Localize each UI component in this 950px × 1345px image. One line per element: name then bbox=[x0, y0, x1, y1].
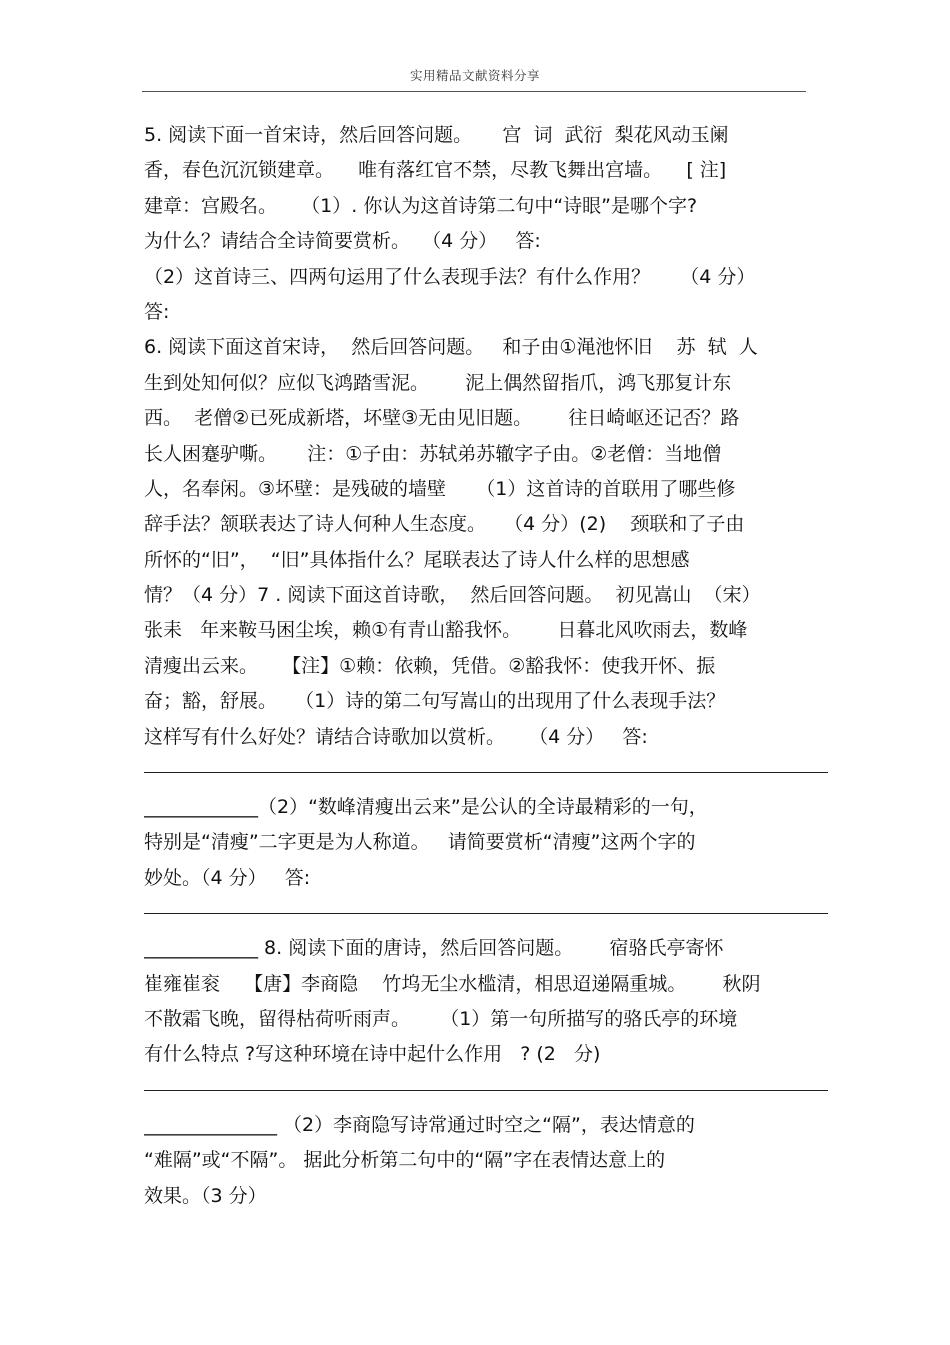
text-line: 5. 阅读下面一首宋诗，然后回答问题。 宫 词 武衍 梨花风动玉阑 bbox=[144, 124, 729, 146]
page-header-title: 实用精品文献资料分享 bbox=[409, 68, 540, 83]
text-line: 妙处。（4 分） 答: bbox=[144, 866, 311, 889]
text-line: 辞手法？颔联表达了诗人何种人生态度。 （4 分）(2) 颈联和了子由 bbox=[144, 513, 745, 536]
text-line: 所怀的“旧”， “旧”具体指什么？尾联表达了诗人什么样的思想感 bbox=[144, 548, 690, 571]
text-line: 生到处知何似？应似飞鸿踏雪泥。 泥上偶然留指爪，鸿飞那复计东 bbox=[144, 371, 732, 394]
text-line: “难隔”或“不隔”。 据此分析第二句中的“隔”字在表情达意上的 bbox=[144, 1149, 666, 1172]
text-line: 不散霜飞晚，留得枯荷听雨声。 （1）第一句所描写的骆氏亭的环境 bbox=[144, 1007, 738, 1030]
text-line: 效果。（3 分） bbox=[144, 1184, 267, 1207]
text-line: 6. 阅读下面这首宋诗， 然后回答问题。 和子由①渑池怀旧 苏 轼 人 bbox=[144, 336, 758, 359]
text-line: 人，名奉闲。③坏壁：是残破的墙壁 （1）这首诗的首联用了哪些修 bbox=[144, 477, 736, 500]
text-line: 建章：宫殿名。 （1）. 你认为这首诗第二句中“诗眼”是哪个字? bbox=[144, 194, 698, 217]
header-divider bbox=[142, 91, 806, 92]
text-line: ____________ 8. 阅读下面的唐诗，然后回答问题。 宿骆氏亭寄怀 bbox=[144, 937, 724, 960]
spacer bbox=[144, 896, 834, 913]
text-line: 答: bbox=[144, 300, 170, 323]
answer-blank-line bbox=[144, 772, 828, 773]
spacer bbox=[144, 1073, 834, 1090]
text-line: 奋；豁，舒展。 （1）诗的第二句写嵩山的出现用了什么表现手法？ bbox=[144, 690, 726, 713]
text-line: 西。 老僧②已死成新塔，坏壁③无由见旧题。 往日崎岖还记否？路 bbox=[144, 407, 740, 430]
text-line: 这样写有什么好处？请结合诗歌加以赏析。 （4 分） 答: bbox=[144, 725, 648, 748]
document-body bbox=[144, 118, 834, 1214]
text-line: ______________ （2）李商隐写诗常通过时空之“隔”，表达情意的 bbox=[144, 1113, 695, 1136]
text-line: ____________（2）“数峰清瘦出云来”是公认的全诗最精彩的一句， bbox=[144, 796, 708, 819]
answer-blank-line bbox=[144, 913, 828, 914]
text-line: 清瘦出云来。 【注】①赖：依赖，凭借。②豁我怀：使我开怀、振 bbox=[144, 654, 716, 677]
text-line: （2）这首诗三、四两句运用了什么表现手法？有什么作用？ （4 分） bbox=[144, 265, 756, 288]
text-line: 香，春色沉沉锁建章。 唯有落红官不禁，尽教飞舞出宫墙。 [ 注] bbox=[144, 159, 727, 182]
text-line: 情？（4 分）7 . 阅读下面这首诗歌， 然后回答问题。 初见嵩山 （宋） bbox=[144, 584, 761, 607]
text-line: 崔雍崔衮 【唐】李商隐 竹坞无尘水槛清，相思迢递隔重城。 秋阴 bbox=[144, 972, 761, 995]
text-line: 张耒 年来鞍马困尘埃，赖①有青山豁我怀。 日暮北风吹雨去，数峰 bbox=[144, 619, 748, 642]
text-line: 长人困蹇驴嘶。 注：①子由：苏轼弟苏辙字子由。②老僧：当地僧 bbox=[144, 442, 722, 465]
text-line: 特别是“清瘦”二字更是为人称道。 请简要赏析“清瘦”这两个字的 bbox=[144, 831, 696, 854]
spacer bbox=[144, 755, 834, 772]
text-line: 为什么？请结合全诗简要赏析。 （4 分） 答: bbox=[144, 230, 541, 253]
text-line: 有什么特点 ?写这种环境在诗中起什么作用 ? (2 分) bbox=[144, 1043, 601, 1066]
answer-blank-line bbox=[144, 1090, 828, 1091]
